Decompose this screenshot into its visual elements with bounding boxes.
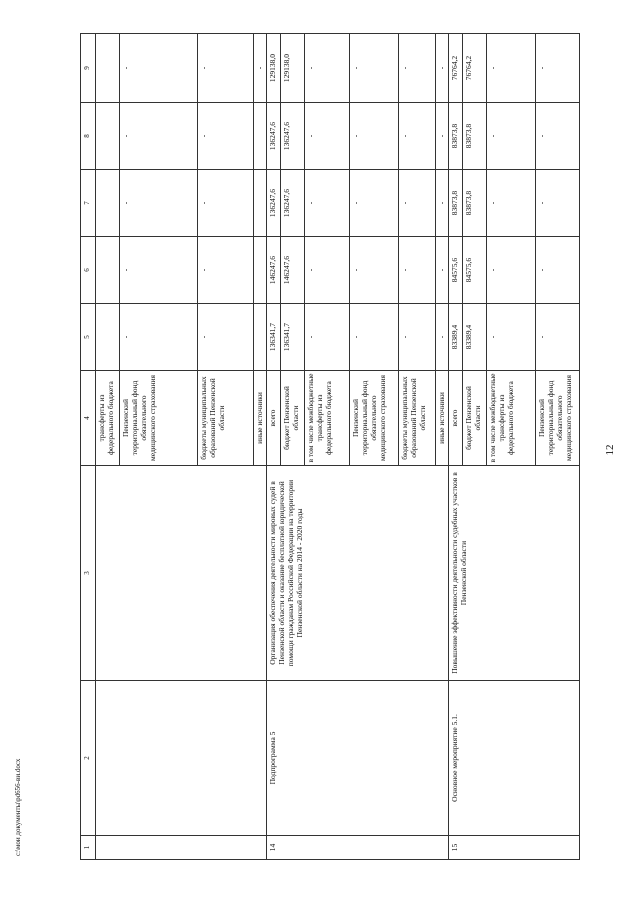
table-row: бюджет Пензенской области 136341,7 146247,6 136247,6 136247,6 129138,0: [280, 34, 305, 860]
table-row: 14 Подпрограмма 5 Организация обеспечения деятельности мировых судей в Пензенской области и оказание бесплатной юридической помощи гражданам Российской Федерации на территории Пензенской области на 2014 - 2020 годы всего 136341,7 146247,6 136247,6 136247,6 129138,0: [267, 34, 280, 860]
source-cell: Пензенский территориальный фонд обязательного медицинского страхования: [349, 371, 398, 466]
col-header: 2: [81, 681, 96, 836]
col-header: 5: [81, 304, 96, 371]
table-row: Пензенский территориальный фонд обязательного медицинского страхования - - - - -: [120, 34, 198, 860]
source-cell: всего: [449, 371, 462, 466]
source-cell: в том числе межбюджетные трансферты из федерального бюджета: [305, 371, 350, 466]
table-row: бюджеты муниципальных образований Пензенской области - - - - -: [399, 34, 436, 860]
source-cell: иные источники: [254, 371, 267, 466]
col-header: 9: [81, 34, 96, 103]
table-row: иные источники - - - - -: [435, 34, 448, 860]
table-row: Пензенский территориальный фонд обязательного медицинского страхования - - - - -: [349, 34, 398, 860]
source-cell: бюджет Пензенской области: [280, 371, 305, 466]
table-row: в том числе межбюджетные трансферты из федерального бюджета - - - - -: [305, 34, 350, 860]
source-cell: в том числе межбюджетные трансферты из федерального бюджета: [487, 371, 536, 466]
table-row: в том числе межбюджетные трансферты из федерального бюджета - - - - -: [487, 34, 536, 860]
table-row: иные источники -: [254, 34, 267, 860]
col-header: 8: [81, 103, 96, 170]
rotated-table-container: [80, 34, 580, 860]
source-cell: Пензенский территориальный фонд обязательного медицинского страхования: [120, 371, 198, 466]
source-cell: иные источники: [435, 371, 448, 466]
page-number: 12: [604, 444, 616, 456]
source-cell: бюджеты муниципальных образований Пензенской области: [198, 371, 254, 466]
program-name: Основное мероприятие 5.1.: [449, 681, 580, 836]
column-number-row: [81, 34, 96, 860]
program-name: Подпрограмма 5: [267, 681, 449, 836]
table-row: бюджет Пензенской области 83389,4 84575,6 83873,8 83873,8 76764,2: [462, 34, 487, 860]
source-cell: бюджеты муниципальных образований Пензенской области: [399, 371, 436, 466]
row-number: 15: [449, 836, 580, 860]
col-header: 7: [81, 170, 96, 237]
source-cell: бюджет Пензенской области: [462, 371, 487, 466]
document-sheet: [80, 34, 580, 860]
row-number: 14: [267, 836, 449, 860]
col-header: 4: [81, 371, 96, 466]
finance-table: [80, 33, 580, 860]
col-header: 1: [81, 836, 96, 860]
table-row: бюджеты муниципальных образований Пензенской области - - - - -: [198, 34, 254, 860]
table-row: 15 Основное мероприятие 5.1. Повышение эффективности деятельности судебных участков в Пензенской области всего 83389,4 84575,6 83873,8 83873,8 76764,2: [449, 34, 462, 860]
table-row: Пензенский территориальный фонд обязательного медицинского страхования - - - - -: [536, 34, 580, 860]
table-row: [95, 34, 120, 860]
source-cell: всего: [267, 371, 280, 466]
file-path-footer: c:\мои документы\pd656-ви.docx: [14, 758, 22, 856]
col-header: 6: [81, 237, 96, 304]
col-header: 3: [81, 466, 96, 681]
program-description: Организация обеспечения деятельности мировых судей в Пензенской области и оказание бесплатной юридической помощи гражданам Российской Федерации на территории Пензенской области на 2014 - 2020 годы: [267, 466, 449, 681]
source-cell: Пензенский территориальный фонд обязательного медицинского страхования: [536, 371, 580, 466]
source-cell: трансферты из федерального бюджета: [95, 371, 120, 466]
program-description: Повышение эффективности деятельности судебных участков в Пензенской области: [449, 466, 580, 681]
